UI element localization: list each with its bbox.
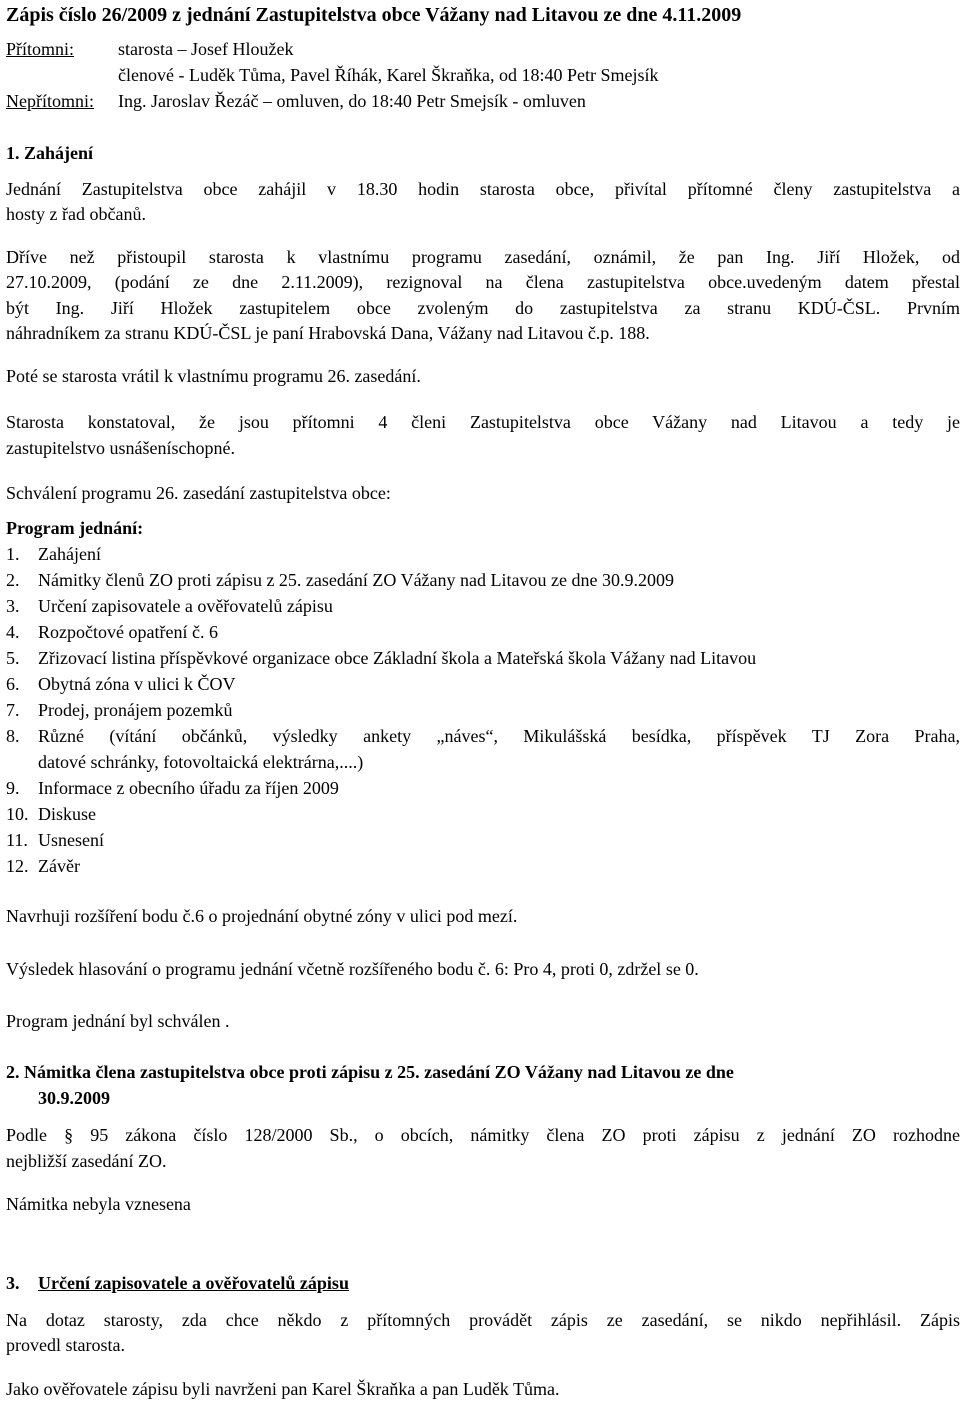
program-item-number: 2. (6, 570, 20, 590)
section-2-heading-line-2: 30.9.2009 (38, 1088, 110, 1108)
program-item-number: 3. (6, 596, 20, 616)
program-item-number: 11. (6, 830, 28, 850)
s3-paragraph-1-line-1: Na dotaz starosty, zda chce někdo z přítomných provádět zápis ze zasedání, se nikdo nepřihlásil. Zápis (6, 1310, 960, 1330)
program-item-text: Usnesení (38, 830, 104, 850)
s1-paragraph-4-line-1: Starosta konstatoval, že jsou přítomni 4 členi Zastupitelstva obce Vážany nad Litavou a tedy je (6, 412, 960, 432)
s1-paragraph-1-line-1: Jednání Zastupitelstva obce zahájil v 18.30 hodin starosta obce, přivítal přítomné členy zastupitelstva a (6, 179, 960, 199)
absent-text: Ing. Jaroslav Řezáč – omluven, do 18:40 Petr Smejsík - omluven (118, 91, 586, 111)
program-item-text: Informace z obecního úřadu za říjen 2009 (38, 778, 339, 798)
program-item-text: Zřizovací listina příspěvkové organizace obce Základní škola a Mateřská škola Vážany nad Litavou (38, 648, 757, 668)
program-heading: Program jednání: (6, 518, 144, 538)
program-item-number: 5. (6, 648, 20, 668)
program-item-number: 7. (6, 700, 20, 720)
s1-paragraph-4-line-2: zastupitelstvo usnášeníschopné. (6, 438, 235, 458)
present-label: Přítomni: (6, 39, 75, 59)
s1-paragraph-2-line-1: Dříve než přistoupil starosta k vlastnímu programu zasedání, oznámil, že pan Ing. Jiří Hložek, od (6, 247, 960, 267)
program-item-text: Prodej, pronájem pozemků (38, 700, 233, 720)
s3-paragraph-2: Jako ověřovatele zápisu byli navrženi pan Karel Škraňka a pan Luděk Tůma. (6, 1379, 560, 1399)
program-item-text: Různé (vítání občánků, výsledky ankety „náves“, Mikulášská besídka, příspěvek TJ Zora Praha, (38, 726, 960, 746)
program-item-number: 8. (6, 726, 20, 746)
program-item-text: Závěr (38, 856, 80, 876)
program-item-number: 10. (6, 804, 29, 824)
s1-paragraph-8: Program jednání byl schválen . (6, 1011, 230, 1031)
s1-paragraph-7: Výsledek hlasování o programu jednání včetně rozšířeného bodu č. 6: Pro 4, proti 0, zdržel se 0. (6, 959, 699, 979)
s1-paragraph-2-line-4: náhradníkem za stranu KDÚ-ČSL je paní Hrabovská Dana, Vážany nad Litavou č.p. 188. (6, 323, 650, 343)
section-1-heading: 1. Zahájení (6, 143, 94, 163)
s1-paragraph-3: Poté se starosta vrátil k vlastnímu programu 26. zasedání. (6, 366, 421, 386)
program-item-text: Námitky členů ZO proti zápisu z 25. zasedání ZO Vážany nad Litavou ze dne 30.9.2009 (38, 570, 674, 590)
s1-paragraph-1-line-2: hosty z řad občanů. (6, 204, 146, 224)
s2-paragraph-2: Námitka nebyla vznesena (6, 1194, 191, 1214)
s1-paragraph-5: Schválení programu 26. zasedání zastupitelstva obce: (6, 483, 391, 503)
s3-paragraph-1-line-2: provedl starosta. (6, 1335, 125, 1355)
s2-paragraph-1-line-1: Podle § 95 zákona číslo 128/2000 Sb., o obcích, námitky člena ZO proti zápisu z jednání ZO rozhodne (6, 1125, 960, 1145)
section-2-heading-line-1: 2. Námitka člena zastupitelstva obce proti zápisu z 25. zasedání ZO Vážany nad Litavou ze dne (6, 1062, 734, 1082)
present-mayor: starosta – Josef Hloužek (118, 39, 294, 59)
program-item-continuation: datové schránky, fotovoltaická elektrárna,....) (38, 752, 364, 772)
present-members: členové - Luděk Tůma, Pavel Říhák, Karel Škraňka, od 18:40 Petr Smejsík (118, 65, 659, 85)
s1-paragraph-2-line-3: být Ing. Jiří Hložek zastupitelem obce zvoleným do zastupitelstva za stranu KDÚ-ČSL. Prvním (6, 298, 960, 318)
s1-paragraph-2-line-2: 27.10.2009, (podání ze dne 2.11.2009), rezignoval na člena zastupitelstva obce.uvedeným datem přestal (6, 272, 960, 292)
program-item-text: Zahájení (38, 544, 101, 564)
program-item-text: Rozpočtové opatření č. 6 (38, 622, 218, 642)
absent-label: Nepřítomni: (6, 91, 94, 111)
program-item-number: 12. (6, 856, 29, 876)
section-3-heading-number: 3. (6, 1273, 20, 1293)
program-item-text: Obytná zóna v ulici k ČOV (38, 674, 236, 694)
program-item-text: Určení zapisovatele a ověřovatelů zápisu (38, 596, 333, 616)
program-item-number: 4. (6, 622, 20, 642)
s2-paragraph-1-line-2: nejbližší zasedání ZO. (6, 1151, 167, 1171)
program-item-number: 9. (6, 778, 20, 798)
document-title: Zápis číslo 26/2009 z jednání Zastupitelstva obce Vážany nad Litavou ze dne 4.11.2009 (6, 4, 742, 26)
section-3-heading: Určení zapisovatele a ověřovatelů zápisu (38, 1273, 349, 1293)
program-item-text: Diskuse (38, 804, 96, 824)
program-item-number: 6. (6, 674, 20, 694)
s1-paragraph-6: Navrhuji rozšíření bodu č.6 o projednání obytné zóny v ulici pod mezí. (6, 906, 518, 926)
program-item-number: 1. (6, 544, 20, 564)
